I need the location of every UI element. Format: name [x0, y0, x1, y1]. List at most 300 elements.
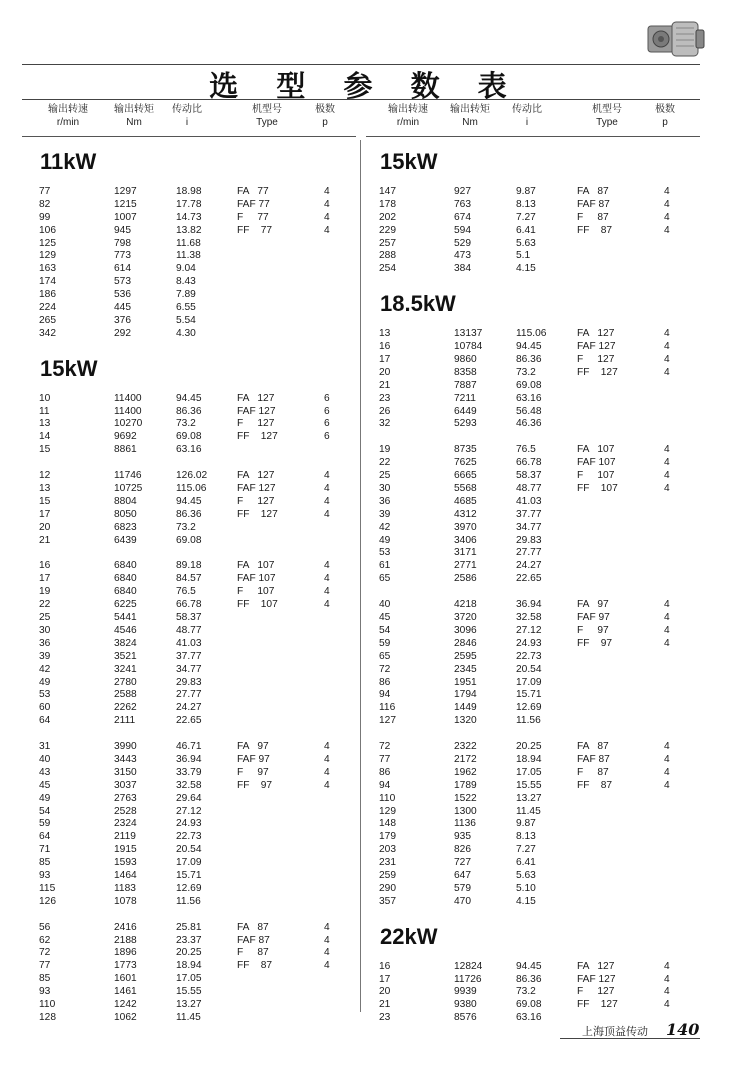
- torque-cell: 384: [454, 263, 471, 275]
- speed-cell: 115: [39, 882, 56, 894]
- table-row: [32, 715, 352, 728]
- ratio-cell: 27.77: [516, 547, 542, 559]
- torque-cell: 6840: [114, 560, 137, 572]
- page-number: 140: [666, 1020, 700, 1039]
- type-cell: FA 127: [237, 470, 275, 482]
- speed-cell: 59: [379, 637, 391, 649]
- speed-cell: 16: [379, 341, 391, 353]
- ratio-cell: 5.63: [516, 869, 536, 881]
- type-cell: FA 87: [577, 741, 609, 753]
- ratio-cell: 15.55: [176, 986, 202, 998]
- type-cell: F 87: [237, 947, 269, 959]
- torque-cell: 470: [454, 895, 471, 907]
- type-cell: FF 97: [237, 779, 273, 791]
- speed-cell: 10: [39, 392, 51, 404]
- type-cell: FA 127: [577, 328, 615, 340]
- speed-cell: 94: [379, 689, 391, 701]
- speed-cell: 39: [39, 650, 51, 662]
- type-cell: FAF 97: [237, 753, 270, 765]
- table-row: [32, 315, 352, 328]
- header-rule-left: [22, 136, 356, 137]
- torque-cell: 7211: [454, 392, 476, 404]
- torque-cell: 798: [114, 237, 131, 249]
- speed-cell: 19: [39, 586, 51, 598]
- ratio-cell: 15.71: [516, 689, 542, 701]
- torque-cell: 8735: [454, 444, 477, 456]
- ratio-cell: 25.81: [176, 921, 202, 933]
- torque-cell: 3406: [454, 534, 477, 546]
- torque-cell: 9380: [454, 999, 477, 1011]
- poles-cell: 4: [664, 186, 670, 197]
- torque-cell: 2588: [114, 689, 137, 701]
- ratio-cell: 86.36: [516, 973, 542, 985]
- speed-cell: 19: [379, 444, 391, 456]
- speed-cell: 129: [39, 250, 56, 262]
- torque-cell: 6840: [114, 573, 137, 585]
- table-row: [372, 470, 692, 483]
- type-cell: FAF 87: [237, 934, 270, 946]
- speed-cell: 59: [39, 818, 51, 830]
- speed-cell: 106: [39, 224, 56, 236]
- poles-cell: 4: [324, 753, 330, 765]
- torque-cell: 4218: [454, 599, 477, 611]
- torque-cell: 12824: [454, 960, 483, 972]
- torque-cell: 4546: [114, 624, 137, 636]
- speed-cell: 60: [39, 702, 51, 714]
- motor-group: [372, 186, 692, 276]
- table-row: [32, 806, 352, 819]
- ratio-cell: 11.38: [176, 250, 201, 262]
- torque-cell: 3037: [114, 779, 137, 791]
- poles-cell: 4: [324, 483, 330, 495]
- ratio-cell: 5.10: [516, 882, 536, 894]
- ratio-cell: 37.77: [516, 508, 542, 520]
- ratio-cell: 63.16: [516, 392, 542, 404]
- type-cell: F 97: [237, 766, 269, 778]
- speed-cell: 127: [379, 715, 396, 727]
- ratio-cell: 22.73: [176, 831, 202, 843]
- speed-cell: 254: [379, 263, 396, 275]
- table-row: [32, 406, 352, 419]
- torque-cell: 1449: [454, 702, 477, 714]
- ratio-cell: 36.94: [176, 753, 202, 765]
- table-row: [372, 961, 692, 974]
- header-type-right: 机型号 Type: [592, 104, 622, 128]
- ratio-cell: 17.05: [176, 973, 202, 985]
- type-cell: FAF 127: [237, 483, 276, 495]
- torque-cell: 2324: [114, 818, 137, 830]
- ratio-cell: 115.06: [176, 483, 207, 495]
- speed-cell: 61: [379, 560, 391, 572]
- torque-cell: 11746: [114, 470, 142, 482]
- ratio-cell: 8.13: [516, 198, 536, 210]
- torque-cell: 573: [114, 276, 131, 288]
- table-row: [32, 328, 352, 341]
- table-row: [372, 612, 692, 625]
- ratio-cell: 24.27: [176, 702, 202, 714]
- header-type-left: 机型号 Type: [252, 104, 282, 128]
- torque-cell: 3521: [114, 650, 137, 662]
- type-cell: FAF 87: [577, 753, 610, 765]
- table-row: [32, 212, 352, 225]
- table-row: [372, 199, 692, 212]
- footer-brand: 上海顶益传动: [582, 1026, 648, 1038]
- table-row: [32, 560, 352, 573]
- torque-cell: 2172: [454, 753, 477, 765]
- speed-cell: 77: [379, 753, 391, 765]
- table-row: [372, 535, 692, 548]
- torque-cell: 8050: [114, 508, 137, 520]
- table-row: [32, 418, 352, 431]
- poles-cell: 4: [324, 470, 330, 482]
- torque-cell: 3990: [114, 741, 137, 753]
- torque-cell: 6840: [114, 586, 137, 598]
- poles-cell: 4: [664, 366, 670, 378]
- poles-cell: 6: [324, 418, 330, 430]
- table-row: [32, 870, 352, 883]
- speed-cell: 129: [379, 805, 396, 817]
- type-cell: FA 107: [237, 560, 275, 572]
- torque-cell: 3241: [114, 663, 137, 675]
- torque-cell: 1789: [454, 779, 477, 791]
- table-row: [372, 870, 692, 883]
- type-cell: F 107: [577, 470, 615, 482]
- poles-cell: 6: [324, 431, 330, 443]
- speed-cell: 128: [39, 1011, 56, 1023]
- power-section: [372, 290, 692, 908]
- speed-cell: 53: [379, 547, 391, 559]
- ratio-cell: 37.77: [176, 650, 202, 662]
- speed-cell: 53: [39, 689, 51, 701]
- poles-cell: 4: [664, 999, 670, 1011]
- ratio-cell: 34.77: [176, 663, 202, 675]
- torque-cell: 1601: [114, 973, 137, 985]
- speed-cell: 43: [39, 766, 51, 778]
- poles-cell: 4: [324, 508, 330, 520]
- ratio-cell: 11.68: [176, 237, 201, 249]
- ratio-cell: 84.57: [176, 573, 202, 585]
- speed-cell: 77: [39, 186, 51, 197]
- ratio-cell: 4.15: [516, 263, 536, 275]
- type-cell: FAF 107: [577, 457, 616, 469]
- torque-cell: 1522: [454, 792, 477, 804]
- speed-cell: 178: [379, 198, 396, 210]
- torque-cell: 2345: [454, 663, 477, 675]
- torque-cell: 2416: [114, 921, 137, 933]
- speed-cell: 148: [379, 818, 396, 830]
- table-row: [372, 418, 692, 431]
- torque-cell: 2528: [114, 805, 137, 817]
- speed-cell: 17: [39, 573, 51, 585]
- title-bottom-rule: [22, 99, 700, 100]
- section-title: 15kW: [40, 355, 98, 381]
- ratio-cell: 8.43: [176, 276, 196, 288]
- ratio-cell: 8.13: [516, 831, 536, 843]
- ratio-cell: 73.2: [176, 418, 196, 430]
- torque-cell: 594: [454, 224, 471, 236]
- table-row: [372, 599, 692, 612]
- speed-cell: 16: [39, 560, 51, 572]
- table-row: [32, 625, 352, 638]
- ratio-cell: 48.77: [176, 624, 202, 636]
- table-row: [372, 883, 692, 896]
- torque-cell: 579: [454, 882, 471, 894]
- torque-cell: 3150: [114, 766, 137, 778]
- ratio-cell: 32.58: [176, 779, 202, 791]
- speed-cell: 163: [39, 263, 56, 275]
- ratio-cell: 6.41: [516, 857, 536, 869]
- ratio-cell: 20.54: [176, 844, 202, 856]
- table-row: [372, 212, 692, 225]
- torque-cell: 3443: [114, 753, 137, 765]
- table-row: [372, 715, 692, 728]
- table-row: [32, 522, 352, 535]
- torque-cell: 445: [114, 302, 131, 314]
- table-row: [372, 754, 692, 767]
- poles-cell: 6: [324, 392, 330, 404]
- torque-cell: 8358: [454, 366, 477, 378]
- torque-cell: 7887: [454, 379, 477, 391]
- table-row: [372, 793, 692, 806]
- torque-cell: 727: [454, 857, 471, 869]
- speed-cell: 72: [379, 663, 391, 675]
- speed-cell: 26: [379, 405, 391, 417]
- table-row: [372, 767, 692, 780]
- poles-cell: 4: [664, 637, 670, 649]
- torque-cell: 674: [454, 211, 471, 223]
- ratio-cell: 15.71: [176, 869, 202, 881]
- torque-cell: 6439: [114, 534, 137, 546]
- motor-group: [32, 560, 352, 728]
- ratio-cell: 13.27: [176, 998, 202, 1010]
- speed-cell: 49: [379, 534, 391, 546]
- motor-group: [372, 444, 692, 586]
- poles-cell: 4: [664, 483, 670, 495]
- torque-cell: 3096: [454, 624, 477, 636]
- ratio-cell: 22.65: [176, 715, 202, 727]
- ratio-cell: 46.71: [176, 741, 202, 753]
- ratio-cell: 73.2: [516, 986, 536, 998]
- type-cell: FF 127: [577, 999, 618, 1011]
- speed-cell: 11: [39, 405, 50, 417]
- ratio-cell: 56.48: [516, 405, 542, 417]
- type-cell: FAF 77: [237, 198, 270, 210]
- speed-cell: 30: [39, 624, 51, 636]
- ratio-cell: 58.37: [516, 470, 542, 482]
- poles-cell: 4: [664, 753, 670, 765]
- poles-cell: 4: [664, 211, 670, 223]
- section-title: 18.5kW: [380, 291, 456, 317]
- speed-cell: 85: [39, 857, 51, 869]
- torque-cell: 927: [454, 186, 471, 197]
- speed-cell: 174: [39, 276, 56, 288]
- poles-cell: 4: [664, 470, 670, 482]
- table-row: [32, 973, 352, 986]
- ratio-cell: 13.27: [516, 792, 542, 804]
- left-column: [32, 148, 352, 1025]
- type-cell: F 107: [237, 586, 275, 598]
- poles-cell: 4: [664, 612, 670, 624]
- table-row: [372, 186, 692, 199]
- torque-cell: 2586: [454, 573, 477, 585]
- ratio-cell: 94.45: [516, 341, 542, 353]
- table-row: [32, 225, 352, 238]
- power-section: [372, 148, 692, 276]
- speed-cell: 40: [39, 753, 51, 765]
- speed-cell: 21: [379, 379, 391, 391]
- type-cell: FF 87: [577, 224, 613, 236]
- poles-cell: 4: [664, 354, 670, 366]
- poles-cell: 4: [664, 779, 670, 791]
- table-row: [32, 702, 352, 715]
- poles-cell: 4: [324, 960, 330, 972]
- ratio-cell: 63.16: [176, 444, 202, 456]
- page-title: 选 型 参 数 表: [209, 69, 521, 103]
- torque-cell: 647: [454, 869, 471, 881]
- speed-cell: 265: [39, 314, 56, 326]
- speed-cell: 71: [39, 844, 51, 856]
- torque-cell: 614: [114, 263, 131, 275]
- table-row: [372, 702, 692, 715]
- torque-cell: 763: [454, 198, 471, 210]
- ratio-cell: 17.78: [176, 198, 202, 210]
- speed-cell: 32: [379, 418, 391, 430]
- ratio-cell: 7.27: [516, 211, 536, 223]
- torque-cell: 945: [114, 224, 131, 236]
- column-divider: [360, 140, 361, 1012]
- speed-cell: 85: [39, 973, 51, 985]
- speed-cell: 357: [379, 895, 396, 907]
- speed-cell: 20: [39, 521, 51, 533]
- type-cell: FA 97: [577, 599, 609, 611]
- torque-cell: 6823: [114, 521, 137, 533]
- ratio-cell: 22.73: [516, 650, 542, 662]
- torque-cell: 8576: [454, 1012, 477, 1024]
- section-title: 15kW: [380, 149, 438, 174]
- table-row: [32, 922, 352, 935]
- table-row: [32, 651, 352, 664]
- table-row: [372, 806, 692, 819]
- motor-group: [32, 470, 352, 547]
- poles-cell: 4: [324, 947, 330, 959]
- table-row: [372, 354, 692, 367]
- speed-cell: 65: [379, 573, 391, 585]
- ratio-cell: 66.78: [516, 457, 542, 469]
- ratio-cell: 11.45: [516, 805, 541, 817]
- table-row: [32, 470, 352, 483]
- speed-cell: 64: [39, 715, 51, 727]
- ratio-cell: 73.2: [176, 521, 196, 533]
- poles-cell: 4: [664, 457, 670, 469]
- ratio-cell: 6.55: [176, 302, 196, 314]
- table-row: [32, 935, 352, 948]
- table-row: [372, 406, 692, 419]
- torque-cell: 536: [114, 289, 131, 301]
- ratio-cell: 41.03: [516, 495, 542, 507]
- torque-cell: 5568: [454, 483, 477, 495]
- table-row: [372, 625, 692, 638]
- table-row: [32, 638, 352, 651]
- speed-cell: 22: [379, 457, 391, 469]
- table-row: [372, 225, 692, 238]
- speed-cell: 20: [379, 366, 391, 378]
- torque-cell: 3171: [454, 547, 477, 559]
- poles-cell: 4: [664, 198, 670, 210]
- ratio-cell: 69.08: [516, 379, 542, 391]
- speed-cell: 54: [39, 805, 51, 817]
- type-cell: FAF 107: [237, 573, 276, 585]
- torque-cell: 5293: [454, 418, 477, 430]
- table-row: [32, 612, 352, 625]
- poles-cell: 6: [324, 405, 330, 417]
- type-cell: FF 127: [237, 431, 278, 443]
- torque-cell: 1593: [114, 857, 137, 869]
- speed-cell: 116: [379, 702, 396, 714]
- table-row: [32, 857, 352, 870]
- torque-cell: 2595: [454, 650, 477, 662]
- table-row: [32, 677, 352, 690]
- speed-cell: 15: [39, 444, 51, 456]
- table-row: [372, 328, 692, 341]
- torque-cell: 1320: [454, 715, 477, 727]
- torque-cell: 9939: [454, 986, 477, 998]
- speed-cell: 64: [39, 831, 51, 843]
- ratio-cell: 13.82: [176, 224, 202, 236]
- table-row: [372, 986, 692, 999]
- torque-cell: 11400: [114, 392, 142, 404]
- table-row: [32, 535, 352, 548]
- ratio-cell: 5.54: [176, 314, 196, 326]
- type-cell: FA 107: [577, 444, 615, 456]
- ratio-cell: 20.25: [516, 741, 542, 753]
- ratio-cell: 33.79: [176, 766, 202, 778]
- poles-cell: 4: [324, 586, 330, 598]
- table-row: [32, 883, 352, 896]
- ratio-cell: 69.08: [176, 534, 202, 546]
- table-row: [372, 844, 692, 857]
- type-cell: FAF 97: [577, 612, 610, 624]
- poles-cell: 4: [324, 186, 330, 197]
- table-row: [32, 496, 352, 509]
- speed-cell: 13: [379, 328, 391, 340]
- torque-cell: 2262: [114, 702, 137, 714]
- header-poles-left: 极数 p: [315, 104, 335, 128]
- table-row: [32, 767, 352, 780]
- torque-cell: 1962: [454, 766, 477, 778]
- ratio-cell: 86.36: [516, 354, 542, 366]
- speed-cell: 39: [379, 508, 391, 520]
- type-cell: FA 77: [237, 186, 269, 197]
- type-cell: F 87: [577, 766, 609, 778]
- table-row: [372, 444, 692, 457]
- motor-group: [372, 741, 692, 909]
- torque-cell: 1062: [114, 1011, 137, 1023]
- poles-cell: 4: [324, 211, 330, 223]
- speed-cell: 72: [379, 741, 391, 753]
- ratio-cell: 4.15: [516, 895, 536, 907]
- ratio-cell: 27.12: [176, 805, 202, 817]
- table-row: [32, 896, 352, 909]
- torque-cell: 292: [114, 327, 131, 339]
- ratio-cell: 9.87: [516, 186, 536, 197]
- ratio-cell: 18.94: [516, 753, 542, 765]
- speed-cell: 45: [39, 779, 51, 791]
- table-row: [372, 818, 692, 831]
- table-row: [372, 896, 692, 909]
- power-section: [32, 355, 352, 1025]
- type-cell: FF 87: [237, 960, 273, 972]
- speed-cell: 36: [39, 637, 51, 649]
